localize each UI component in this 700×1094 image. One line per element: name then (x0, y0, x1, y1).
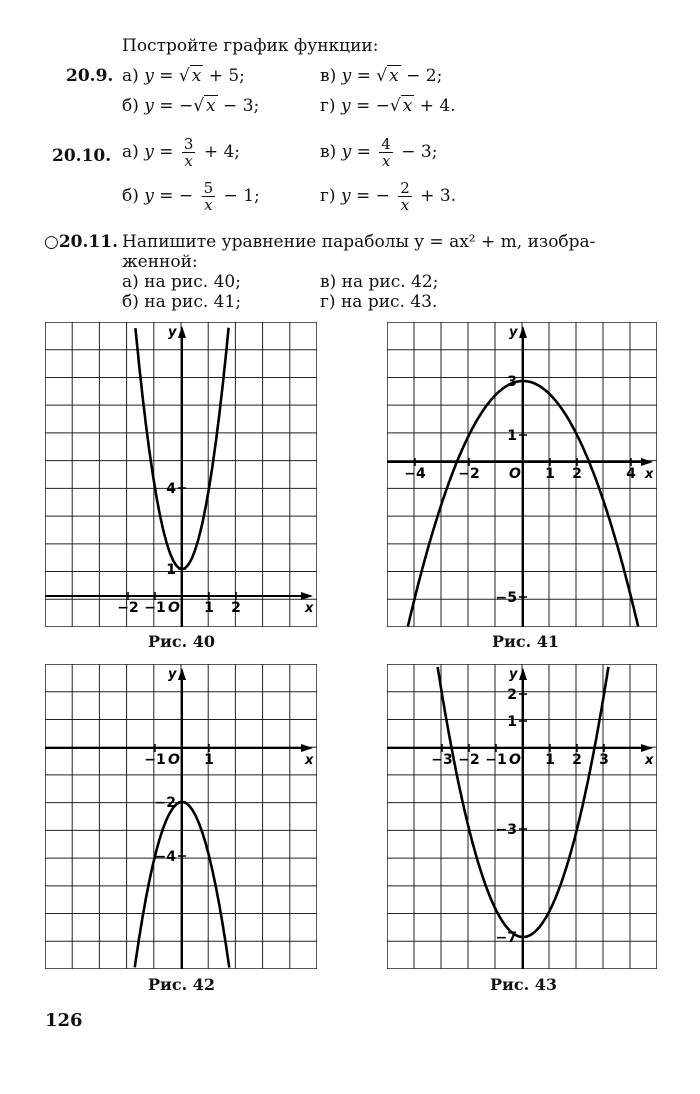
denominator: x (381, 152, 391, 170)
lhs: y = (340, 96, 371, 116)
problem-20-10-v (320, 136, 437, 169)
numerator: 4 (381, 135, 391, 153)
problem-20-11-g: г) на рис. 43. (320, 292, 438, 312)
x-tick-label: −1 (485, 752, 507, 768)
problem-20-11-b: б) на рис. 41; (122, 292, 242, 312)
radicand: x (191, 66, 202, 86)
x-tick-label: 3 (599, 752, 609, 768)
item-label: г) (320, 186, 336, 206)
figure-41-caption: Рис. 41 (492, 632, 560, 651)
x-tick-label: −1 (144, 752, 166, 768)
lhs: y = (341, 142, 371, 162)
lhs: y = (144, 66, 174, 86)
sqrt-symbol: √ x (389, 96, 413, 116)
lhs: y = (341, 66, 371, 86)
sqrt-symbol: √ x (178, 66, 202, 86)
problem-20-10-a (122, 136, 240, 169)
tail: − 1; (223, 186, 260, 206)
y-tick-label: 1 (507, 428, 517, 444)
problem-number-20-10: 20.10. (52, 146, 112, 166)
figure-40-graph (45, 322, 317, 627)
y-tick-label: −2 (154, 795, 176, 811)
lhs: y = (144, 96, 174, 116)
x-tick-label: −3 (431, 752, 453, 768)
y-tick-label: −7 (495, 930, 517, 946)
fraction (202, 180, 216, 213)
y-tick-label: −5 (495, 590, 517, 606)
numerator: 5 (203, 179, 214, 197)
x-axis-label: x (305, 601, 314, 616)
item-label: а) (122, 66, 139, 86)
tail: + 4; (203, 142, 241, 162)
tail: − 3; (401, 142, 438, 162)
fraction (398, 180, 412, 213)
tail: − 3; (223, 96, 260, 116)
problem-number-20-11: ○20.11. (44, 232, 118, 252)
tail: − 2; (406, 66, 443, 86)
page-number: 126 (45, 1010, 83, 1031)
numerator: 2 (400, 179, 410, 197)
y-tick-label: 2 (507, 687, 517, 703)
x-tick-label: 2 (572, 752, 582, 768)
problem-20-11-a: а) на рис. 40; (122, 272, 241, 292)
figure-42-graph (45, 664, 317, 969)
origin-label: O (168, 600, 180, 616)
y-axis-arrow-icon (519, 326, 527, 338)
problem-20-11-line2: женной: (122, 252, 198, 272)
figure-42-caption: Рис. 42 (148, 975, 216, 994)
y-axis-arrow-icon (178, 668, 186, 680)
y-axis-label: y (509, 325, 518, 340)
tail: + 3. (420, 186, 457, 206)
problem-number-20-9: 20.9. (66, 66, 114, 86)
item-label: б) (122, 186, 139, 206)
problem-20-10-g (320, 180, 456, 213)
item-label: в) (320, 66, 337, 86)
fraction (182, 136, 196, 169)
y-tick-label: −4 (154, 849, 176, 865)
x-axis-arrow-icon (641, 744, 653, 752)
origin-label: O (509, 466, 521, 482)
problem-20-11-line1: Напишите уравнение параболы y = ax² + m, изобра- (122, 232, 596, 252)
y-axis-arrow-icon (519, 668, 527, 680)
item-label: а) (122, 142, 139, 162)
item-label: б) (122, 96, 139, 116)
lhs: y = − (144, 186, 194, 206)
denominator: x (400, 196, 410, 214)
radicand: x (206, 96, 216, 116)
y-axis-label: y (168, 667, 177, 682)
x-tick-label: −2 (117, 600, 139, 616)
x-tick-label: −4 (404, 466, 426, 482)
x-tick-label: −2 (458, 752, 480, 768)
sign: − (178, 96, 194, 116)
y-axis-arrow-icon (178, 326, 186, 338)
item-label: в) (320, 142, 337, 162)
sqrt-symbol: √ x (376, 66, 399, 86)
x-tick-label: 1 (545, 466, 555, 482)
x-tick-label: 2 (572, 466, 582, 482)
x-axis-arrow-icon (641, 458, 653, 466)
figure-43-caption: Рис. 43 (490, 975, 558, 994)
y-axis-label: y (509, 667, 518, 682)
x-axis-arrow-icon (301, 744, 313, 752)
radicand: x (402, 96, 413, 116)
lhs: y = − (340, 186, 390, 206)
x-tick-label: 1 (204, 600, 214, 616)
sign: − (375, 96, 390, 116)
fraction (379, 136, 393, 169)
tail: + 4. (419, 96, 456, 116)
y-tick-label: 3 (507, 374, 517, 390)
problem-20-9-g (320, 96, 456, 116)
x-axis-label: x (645, 467, 654, 482)
numerator: 3 (183, 135, 194, 153)
problem-20-11-v: в) на рис. 42; (320, 272, 439, 292)
denominator: x (184, 152, 193, 170)
lhs: y = (144, 142, 174, 162)
y-tick-label: 1 (166, 562, 176, 578)
x-tick-label: 4 (626, 466, 636, 482)
x-tick-label: 2 (231, 600, 241, 616)
x-tick-label: −1 (144, 600, 166, 616)
radicand: x (389, 66, 399, 86)
x-tick-label: −2 (458, 466, 480, 482)
y-tick-label: 1 (507, 714, 517, 730)
x-tick-label: 1 (204, 752, 214, 768)
y-axis-label: y (168, 325, 177, 340)
problem-20-9-a (122, 66, 245, 86)
problem-20-9-v (320, 66, 442, 86)
x-tick-label: 1 (545, 752, 555, 768)
sqrt-symbol: √ x (193, 96, 216, 116)
y-tick-label: 4 (166, 481, 176, 497)
problem-20-9-b (122, 96, 259, 116)
denominator: x (204, 196, 213, 214)
x-axis-label: x (305, 753, 314, 768)
task-intro: Постройте график функции: (122, 36, 379, 56)
y-tick-label: −3 (495, 822, 517, 838)
tail: + 5; (208, 66, 245, 86)
origin-label: O (168, 752, 180, 768)
figure-40-caption: Рис. 40 (148, 632, 216, 651)
figure-43-graph (387, 664, 657, 969)
item-label: г) (320, 96, 336, 116)
origin-label: O (509, 752, 521, 768)
x-axis-label: x (645, 753, 654, 768)
figure-41-graph (387, 322, 657, 627)
problem-20-10-b (122, 180, 260, 213)
